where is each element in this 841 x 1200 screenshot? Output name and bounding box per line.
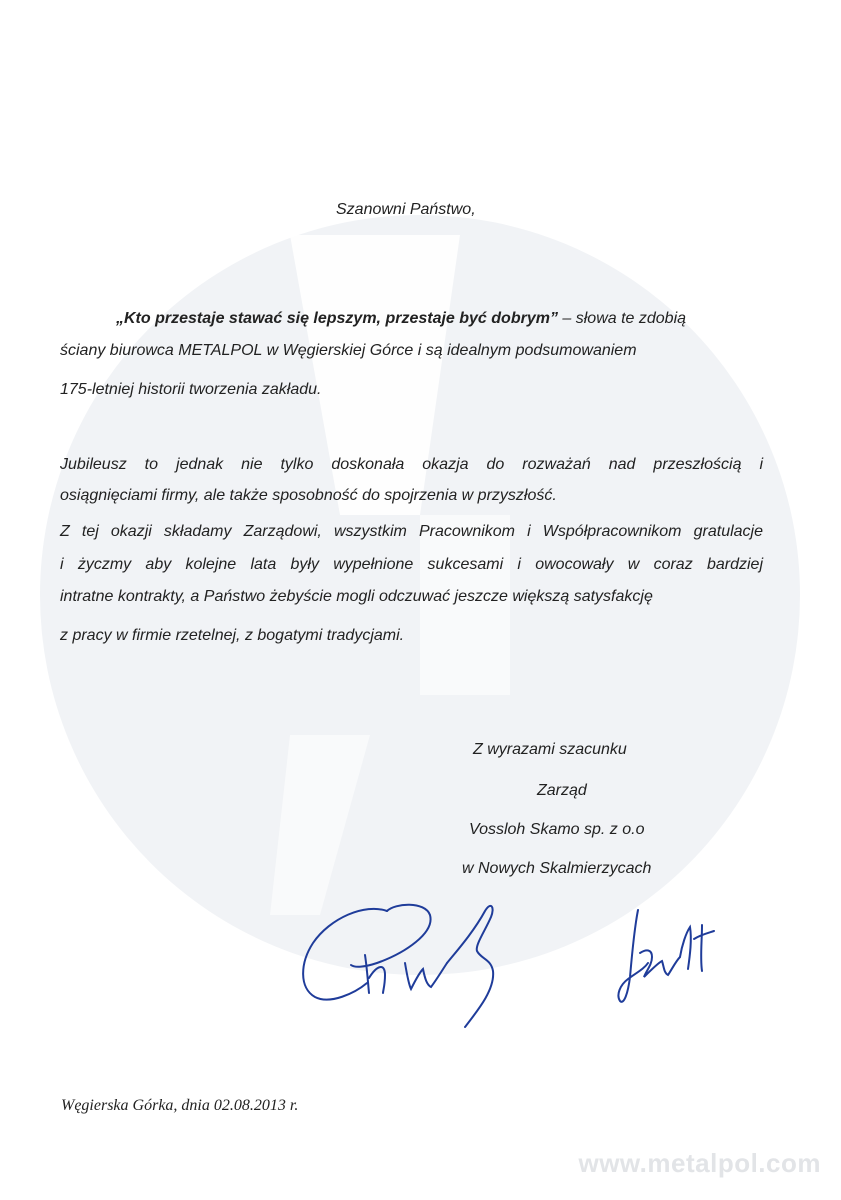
- place-date: Węgierska Górka, dnia 02.08.2013 r.: [61, 1097, 299, 1114]
- paragraph-3-line-4-wrap: [60, 628, 763, 644]
- closing-location: w Nowych Skalmierzycach: [462, 860, 652, 877]
- paragraph-2: [60, 457, 763, 473]
- signature-2: [610, 905, 720, 1015]
- paragraph-3-line-2: i życzmy aby kolejne lata były wypełnione sukcesami i owocowały w coraz bardziej: [60, 556, 763, 573]
- closing-company: Vossloh Skamo sp. z o.o: [469, 821, 645, 838]
- paragraph-1-line-1: [60, 311, 763, 327]
- paragraph-1-line-3: 175-letniej historii tworzenia zakładu.: [60, 381, 322, 398]
- paragraph-2-line-1: Jubileusz to jednak nie tylko doskonała okazja do rozważań nad przeszłością i: [60, 456, 763, 473]
- paragraph-1-line-2: ściany biurowca METALPOL w Węgierskiej Górce i są idealnym podsumowaniem: [60, 342, 637, 359]
- paragraph-3-line-3-wrap: [60, 589, 763, 605]
- motto-quote: „Kto przestaje stawać się lepszym, przestaje być dobrym”: [116, 310, 558, 327]
- signature-1: [295, 893, 505, 1033]
- paragraph-1: [60, 311, 763, 327]
- closing-board: Zarząd: [537, 782, 587, 799]
- paragraph-1-line-3-wrap: [60, 382, 763, 398]
- paragraph-2-line-2-wrap: [60, 488, 763, 504]
- salutation: Szanowni Państwo,: [336, 201, 476, 218]
- website-watermark: www.metalpol.com: [578, 1148, 821, 1178]
- motto-rest: – słowa te zdobią: [557, 310, 687, 327]
- paragraph-3-line-1: Z tej okazji składamy Zarządowi, wszystkim Pracownikom i Współpracownikom gratulacje: [60, 523, 763, 540]
- closing-regards: Z wyrazami szacunku: [473, 741, 627, 758]
- paragraph-1-line-2-wrap: [60, 343, 763, 359]
- paragraph-3-line-2-wrap: [60, 557, 763, 573]
- paragraph-2-line-2: osiągnięciami firmy, ale także sposobność do spojrzenia w przyszłość.: [60, 487, 557, 504]
- paragraph-3: [60, 524, 763, 540]
- paragraph-3-line-4: z pracy w firmie rzetelnej, z bogatymi tradycjami.: [60, 627, 405, 644]
- paragraph-3-line-3: intratne kontrakty, a Państwo żebyście mogli odczuwać jeszcze większą satysfakcję: [60, 588, 653, 605]
